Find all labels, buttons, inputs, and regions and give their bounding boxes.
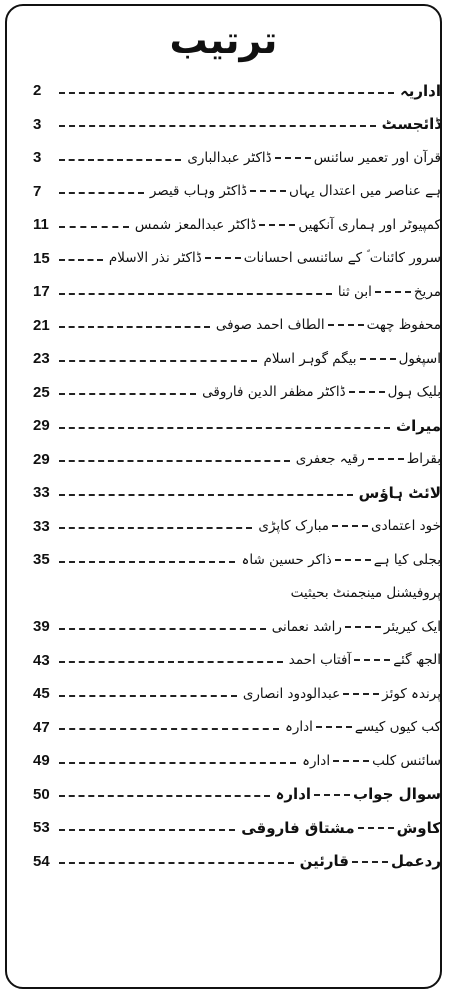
- dot-leader: [59, 862, 294, 864]
- toc-entry: [33, 711, 441, 745]
- toc-entry-page: 29: [33, 417, 50, 435]
- toc-entry-title: پرندہ کوئز: [382, 685, 441, 702]
- toc-entry-page: 45: [33, 685, 50, 703]
- author-separator: [368, 458, 404, 460]
- toc-entry-title: محفوظ چھت: [366, 317, 441, 334]
- toc-entry-page: 43: [33, 651, 50, 669]
- dot-leader: [59, 762, 296, 764]
- author-separator: [349, 391, 385, 393]
- dot-leader: [59, 561, 235, 563]
- toc-entry-title: کب کیوں کیسے: [354, 719, 441, 736]
- toc-entry-page: 15: [33, 249, 50, 267]
- toc-entry-text: [274, 785, 441, 803]
- toc-entry-page: 33: [33, 484, 50, 502]
- toc-entry-text: [270, 619, 441, 635]
- dot-leader: [59, 92, 394, 94]
- toc-entry-title: لائٹ ہاؤس: [358, 483, 441, 502]
- toc-entry-title: بلیک ہول: [387, 384, 441, 401]
- toc-entry-page: 3: [33, 149, 42, 167]
- toc-entry-title: ہے عناصر میں اعتدال یہاں: [289, 183, 441, 200]
- author-separator: [314, 794, 350, 796]
- toc-entry-title: مریخ: [413, 283, 441, 300]
- toc-entry: [33, 476, 441, 510]
- toc-entry-page: 23: [33, 350, 50, 368]
- toc-entry-author: آفتاب احمد: [288, 652, 352, 669]
- toc-entry-page: 17: [33, 283, 50, 301]
- toc-entry-title: سرور کائنات ؐ کے سائنسی احسانات: [243, 250, 441, 267]
- toc-frame: [5, 4, 442, 989]
- toc-entry: [33, 510, 441, 544]
- toc-entry-page: 54: [33, 852, 50, 870]
- dot-leader: [59, 427, 390, 429]
- toc-entry-author: ذاکر حسین شاہ: [241, 551, 332, 568]
- toc-entry-author: رقیہ جعفری: [295, 451, 365, 468]
- toc-entry: [33, 677, 441, 711]
- toc-entry-title: قرآن اور تعمیر سائنس: [313, 149, 441, 166]
- toc-entry-page: 21: [33, 316, 50, 334]
- toc-entry-text: [239, 552, 441, 568]
- author-separator: [205, 257, 241, 259]
- author-separator: [358, 827, 394, 829]
- author-separator: [328, 324, 364, 326]
- toc-entry-title: سائنس کلب: [372, 752, 441, 769]
- dot-leader: [59, 393, 196, 395]
- toc-entry-author: ڈاکٹر عبدالمعز شمس: [134, 216, 257, 233]
- dot-leader: [59, 628, 266, 630]
- dot-leader: [59, 795, 270, 797]
- toc-entry-text: [300, 753, 441, 769]
- toc-entry-title: ایک کیریئر: [383, 618, 441, 635]
- toc-entry: [33, 543, 441, 577]
- toc-entry-text: [357, 484, 441, 502]
- toc-entry: [33, 309, 441, 343]
- toc-entry-author: ڈاکٹر مظفر الدین فاروقی: [202, 384, 346, 401]
- author-separator: [352, 861, 388, 863]
- toc-entry-page: 11: [33, 216, 49, 234]
- toc-entry-author: راشد نعمانی: [271, 618, 342, 635]
- toc-entry: [33, 409, 441, 443]
- toc-entry-text: [148, 183, 441, 199]
- toc-entry-author: ادارہ: [284, 719, 313, 736]
- dot-leader: [59, 226, 129, 228]
- dot-leader: [59, 829, 235, 831]
- toc-entry: [33, 577, 441, 611]
- dot-leader: [59, 293, 332, 295]
- toc-entry: [33, 744, 441, 778]
- dot-leader: [59, 695, 237, 697]
- page-title: ترتیب: [169, 18, 278, 62]
- toc-entry-title: خود اعتمادی: [371, 518, 441, 535]
- toc-entry-text: [394, 417, 441, 435]
- toc-entry-page: 2: [33, 82, 42, 100]
- toc-entry-text: [256, 518, 441, 534]
- toc-entry-author: الطاف احمد صوفی: [215, 317, 325, 334]
- toc-entry-title: اداریہ: [399, 81, 441, 100]
- dot-leader: [59, 159, 181, 161]
- author-separator: [343, 693, 379, 695]
- toc-entry: [33, 175, 441, 209]
- toc-entry: [33, 845, 441, 879]
- toc-entry: [33, 108, 441, 142]
- toc-entry-page: 33: [33, 517, 50, 535]
- dot-leader: [59, 192, 144, 194]
- toc-entry-title: بقراط: [406, 451, 441, 468]
- toc-entry-text: [200, 384, 441, 400]
- author-separator: [332, 525, 368, 527]
- toc-entry-text: [185, 150, 441, 166]
- toc-entry-title: ڈائجسٹ: [381, 115, 441, 134]
- dot-leader: [59, 494, 353, 496]
- toc-entry-text: [241, 686, 441, 702]
- toc-entry-author: ابن ثنا: [337, 283, 372, 300]
- toc-entry-author: ڈاکٹر وہاب قیصر: [149, 183, 248, 200]
- author-separator: [316, 726, 352, 728]
- author-separator: [250, 190, 286, 192]
- toc-entry-author: عبدالودود انصاری: [242, 685, 341, 702]
- toc-entry: [33, 644, 441, 678]
- toc-entry-author: ڈاکٹر عبدالباری: [187, 149, 272, 166]
- toc-entry: [33, 342, 441, 376]
- toc-entry-author: مشتاق فاروقی: [241, 818, 355, 837]
- author-separator: [335, 559, 371, 561]
- dot-leader: [59, 661, 283, 663]
- toc-entry-text: [133, 217, 441, 233]
- author-separator: [275, 157, 311, 159]
- dot-leader: [59, 125, 376, 127]
- toc-entry-author: ادارہ: [275, 785, 312, 804]
- dot-leader: [59, 360, 257, 362]
- toc-entry-text: [398, 82, 441, 100]
- dot-leader: [59, 728, 279, 730]
- toc-entry-title: ردعمل: [390, 852, 441, 871]
- dot-leader: [59, 460, 290, 462]
- toc-entry-page: 50: [33, 785, 50, 803]
- toc-entry: [33, 778, 441, 812]
- author-separator: [360, 358, 396, 360]
- toc-entry-title: کمپیوٹر اور ہماری آنکھیں: [298, 216, 441, 233]
- toc-entry-text: [239, 819, 441, 837]
- toc-entry-page: 53: [33, 819, 50, 837]
- toc-entry-author: قارئین: [299, 852, 349, 871]
- toc-entry-title: کاوش: [396, 818, 441, 837]
- toc-entry-text: [289, 585, 441, 601]
- toc-entry-author: ڈاکٹر نذر الاسلام: [108, 250, 202, 267]
- toc-entry: [33, 443, 441, 477]
- toc-entry-text: [298, 852, 441, 870]
- toc-entry-page: 39: [33, 618, 50, 636]
- toc-entry-page: 47: [33, 718, 50, 736]
- dot-leader: [59, 527, 252, 529]
- toc-entry-page: 3: [33, 115, 42, 133]
- toc-entry-author: مبارک کاپڑی: [258, 518, 329, 535]
- toc-entry-page: 7: [33, 182, 42, 200]
- toc-entry-page: 29: [33, 450, 50, 468]
- toc-entry-title: میراث: [396, 416, 441, 435]
- toc-entry-page: 35: [33, 551, 50, 569]
- toc-entry: [33, 811, 441, 845]
- toc-entry-author: بیگم گوہر اسلام: [263, 350, 357, 367]
- toc-entry-text: [380, 115, 441, 133]
- toc-entry-author: ادارہ: [302, 752, 331, 769]
- toc-entry-title: بجلی کیا ہے: [373, 551, 441, 568]
- toc-entry-text: [294, 451, 441, 467]
- toc-entry: [33, 141, 441, 175]
- toc-entry-text: [287, 652, 441, 668]
- author-separator: [375, 291, 411, 293]
- toc-entry-page: 49: [33, 752, 50, 770]
- toc-entry-title: اسپغول: [398, 350, 441, 367]
- toc-entry: [33, 74, 441, 108]
- toc-entry-title: الجھ گئے: [393, 652, 441, 669]
- dot-leader: [59, 326, 210, 328]
- toc-entry: [33, 275, 441, 309]
- toc-entry-text: [336, 284, 441, 300]
- table-of-contents: [33, 74, 441, 878]
- author-separator: [259, 224, 295, 226]
- toc-entry: [33, 376, 441, 410]
- author-separator: [333, 760, 369, 762]
- dot-leader: [59, 259, 103, 261]
- author-separator: [354, 659, 390, 661]
- toc-entry-title: پروفیشنل مینجمنٹ بحیثیت: [290, 585, 441, 602]
- toc-entry-title: سوال جواب: [353, 785, 441, 804]
- toc-entry: [33, 208, 441, 242]
- toc-entry: [33, 610, 441, 644]
- toc-entry-text: [107, 250, 441, 266]
- toc-entry-text: [214, 317, 441, 333]
- toc-entry-page: 25: [33, 383, 50, 401]
- toc-entry: [33, 242, 441, 276]
- author-separator: [345, 626, 381, 628]
- toc-entry-text: [283, 719, 441, 735]
- toc-entry-text: [261, 351, 441, 367]
